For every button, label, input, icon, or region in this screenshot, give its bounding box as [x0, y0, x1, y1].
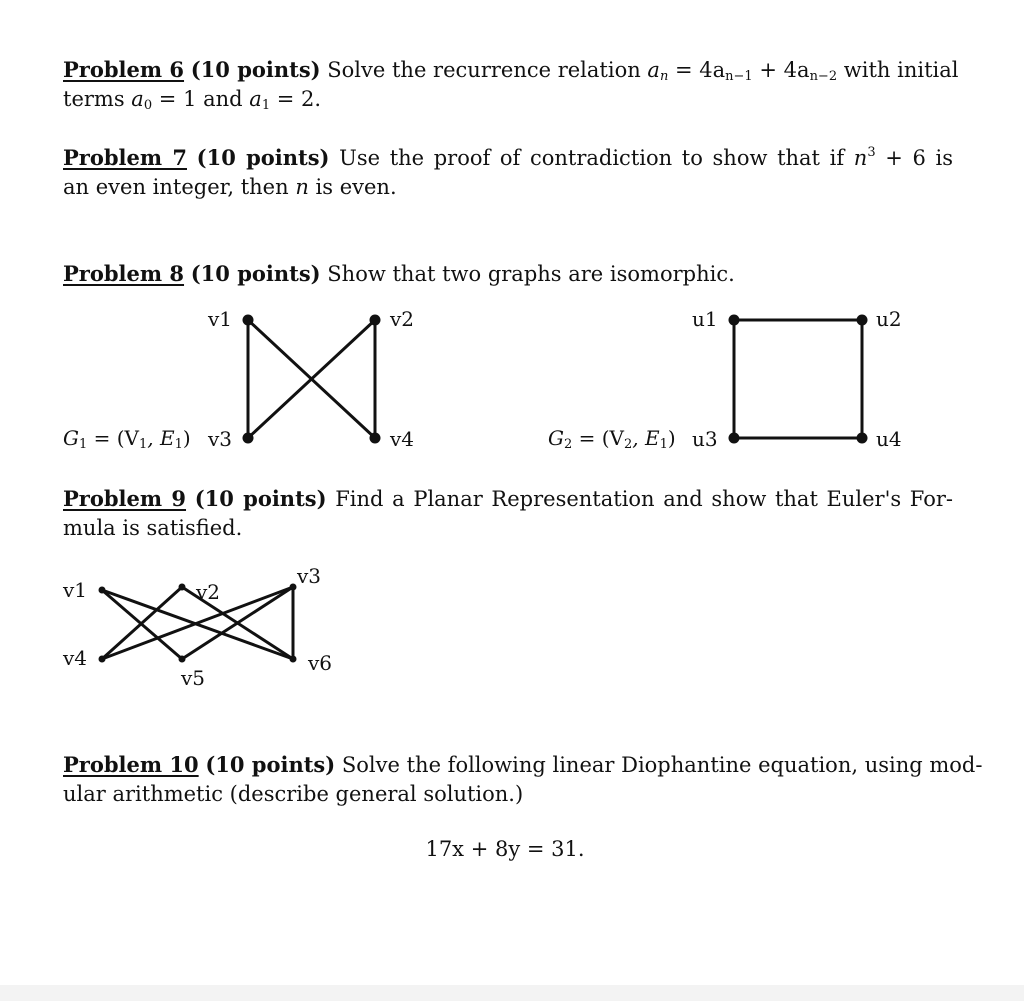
- g2-vertex-u2: [857, 315, 868, 326]
- p9-vertex-v4: [99, 656, 106, 663]
- g2-label-u4: u4: [876, 427, 902, 451]
- g2-definition: $G_2 = (V_2$, $E_1$): [548, 426, 676, 452]
- bottom-edge-band: [0, 985, 1024, 1001]
- p9-label-v1: v1: [63, 578, 88, 602]
- problem-7-title: Problem 7: [63, 145, 187, 170]
- g2-label-u3: u3: [692, 427, 718, 451]
- problem-9-line-2: mula is satisfied.: [63, 516, 243, 540]
- problem-9-line-1: [63, 484, 953, 514]
- problem-6-text: Solve the recurrence relation: [327, 58, 641, 82]
- p9-vertex-v3: [290, 584, 297, 591]
- problem-7-expression: $n^3 + 6$ is: [853, 145, 953, 170]
- g1-label-v3: v3: [208, 427, 233, 451]
- g2-vertex-u1: [729, 315, 740, 326]
- g1-vertex-v2: [370, 315, 381, 326]
- problem-6-title: Problem 6: [63, 57, 185, 82]
- problem-10-text: Solve the following linear Diophantine equation, using mod-: [341, 753, 983, 777]
- g1-label-v1: v1: [208, 307, 233, 331]
- problem-6-recurrence: $a_n = 4a_{n-1} + 4a_{n-2}$: [647, 58, 838, 84]
- p9-label-v4: v4: [63, 646, 88, 670]
- g1-label-v4: v4: [390, 427, 415, 451]
- g2-label-u1: u1: [692, 307, 718, 331]
- p9-vertex-v2: [179, 584, 186, 591]
- problem-10-line-1: [63, 750, 983, 780]
- problem-9: [63, 484, 953, 543]
- g2-vertex-u4: [857, 433, 868, 444]
- problem-8-title: Problem 8: [63, 261, 185, 286]
- p9-vertex-v1: [99, 587, 106, 594]
- problem-8-text: Show that two graphs are isomorphic.: [327, 262, 735, 286]
- problem-7-line-2: an even integer, then n is even.: [63, 175, 397, 199]
- problem-10-points: (10 points): [205, 752, 336, 777]
- problem-8-points: (10 points): [190, 261, 321, 286]
- problem-10-title: Problem 10: [63, 752, 199, 777]
- problem-6-points: (10 points): [190, 57, 321, 82]
- p9-label-v2: v2: [196, 580, 221, 604]
- problem-9-title: Problem 9: [63, 486, 187, 511]
- g1-definition: $G_1 = (V_1$, $E_1$): [63, 426, 191, 452]
- problem-9-points: (10 points): [194, 486, 327, 511]
- problem-10-line-2: ular arithmetic (describe general solution.): [63, 782, 524, 806]
- g2-vertex-u3: [729, 433, 740, 444]
- problem-7-text: Use the proof of contradiction to show that if: [339, 146, 845, 170]
- p9-label-v3: v3: [297, 564, 322, 588]
- problem-6-text-tail: with initial: [843, 58, 959, 82]
- problem-10: [63, 750, 983, 809]
- g1-vertex-v1: [243, 315, 254, 326]
- problem-7-points: (10 points): [196, 145, 330, 170]
- g2-label-u2: u2: [876, 307, 902, 331]
- p9-vertex-v5: [179, 656, 186, 663]
- problem-9-text: Find a Planar Representation and show that Euler's For-: [335, 487, 953, 511]
- p9-vertex-v6: [290, 656, 297, 663]
- p9-label-v6: v6: [308, 651, 333, 675]
- g1-vertex-v3: [243, 433, 254, 444]
- g1-label-v2: v2: [390, 307, 415, 331]
- g1-vertex-v4: [370, 433, 381, 444]
- problem-10-equation: 17x + 8y = 31.: [425, 837, 585, 861]
- p9-label-v5: v5: [181, 666, 206, 690]
- problem-6-line-2: terms $a_0 = 1$ and $a_1 = 2$.: [63, 87, 322, 113]
